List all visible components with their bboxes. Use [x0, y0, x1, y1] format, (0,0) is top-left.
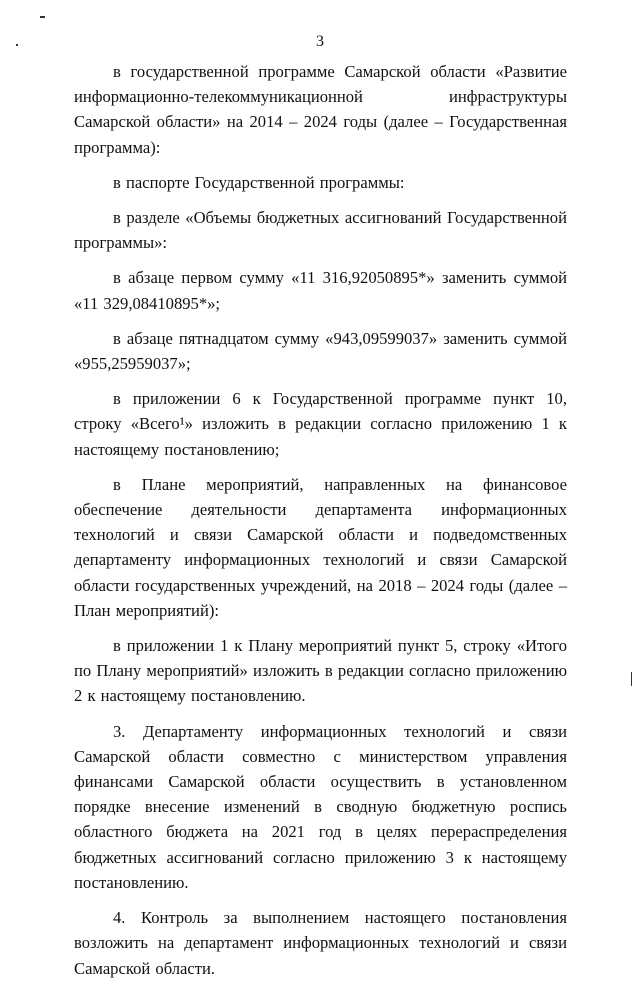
paragraph: в паспорте Государственной программы: [113, 172, 405, 192]
paragraph: в приложении 1 к Плану мероприятий пункт 5, строку «Итого по Плану мероприятий» изложить в редакции согласно приложению 2 к настоящему постановлению. [74, 636, 567, 706]
paragraph: в разделе «Объемы бюджетных ассигнований Государственной программы»: [74, 208, 567, 253]
page-number: 3 [316, 33, 324, 50]
scan-mark [40, 16, 45, 18]
scan-mark [631, 672, 632, 686]
paragraph: 4. Контроль за выполнением настоящего постановления возложить на департамент информационных технологий и связи Самарской области. [74, 908, 567, 978]
document-body [74, 59, 567, 981]
paragraph: в абзаце первом сумму «11 316,92050895*» заменить суммой «11 329,08410895*»; [74, 268, 567, 313]
paragraph: 3. Департаменту информационных технологий и связи Самарской области совместно с министерством управления финансами Самарской области осуществить в установленном порядке внесение изменений в сводную бюджетную роспись областного бюджета на 2021 год в целях перераспределения бюджетных ассигнований согласно приложению 3 к настоящему постановлению. [74, 721, 567, 892]
paragraph: в приложении 6 к Государственной программе пункт 10, строку «Всего¹» изложить в редакции согласно приложению 1 к настоящему постановлению; [74, 389, 567, 459]
paragraph: в государственной программе Самарской области «Развитие информационно-телекоммуникационной инфраструктуры Самарской области» на 2014 – 2024 годы (далее – Государственная программа): [74, 62, 567, 157]
paragraph: в Плане мероприятий, направленных на финансовое обеспечение деятельности департамента информационных технологий и связи Самарской области и подведомственных департаменту информационных технологий и связи Самарской области государственных учреждений, на 2018 – 2024 годы (далее – План мероприятий): [74, 474, 567, 620]
paragraph: в абзаце пятнадцатом сумму «943,09599037» заменить суммой «955,25959037»; [74, 328, 567, 374]
